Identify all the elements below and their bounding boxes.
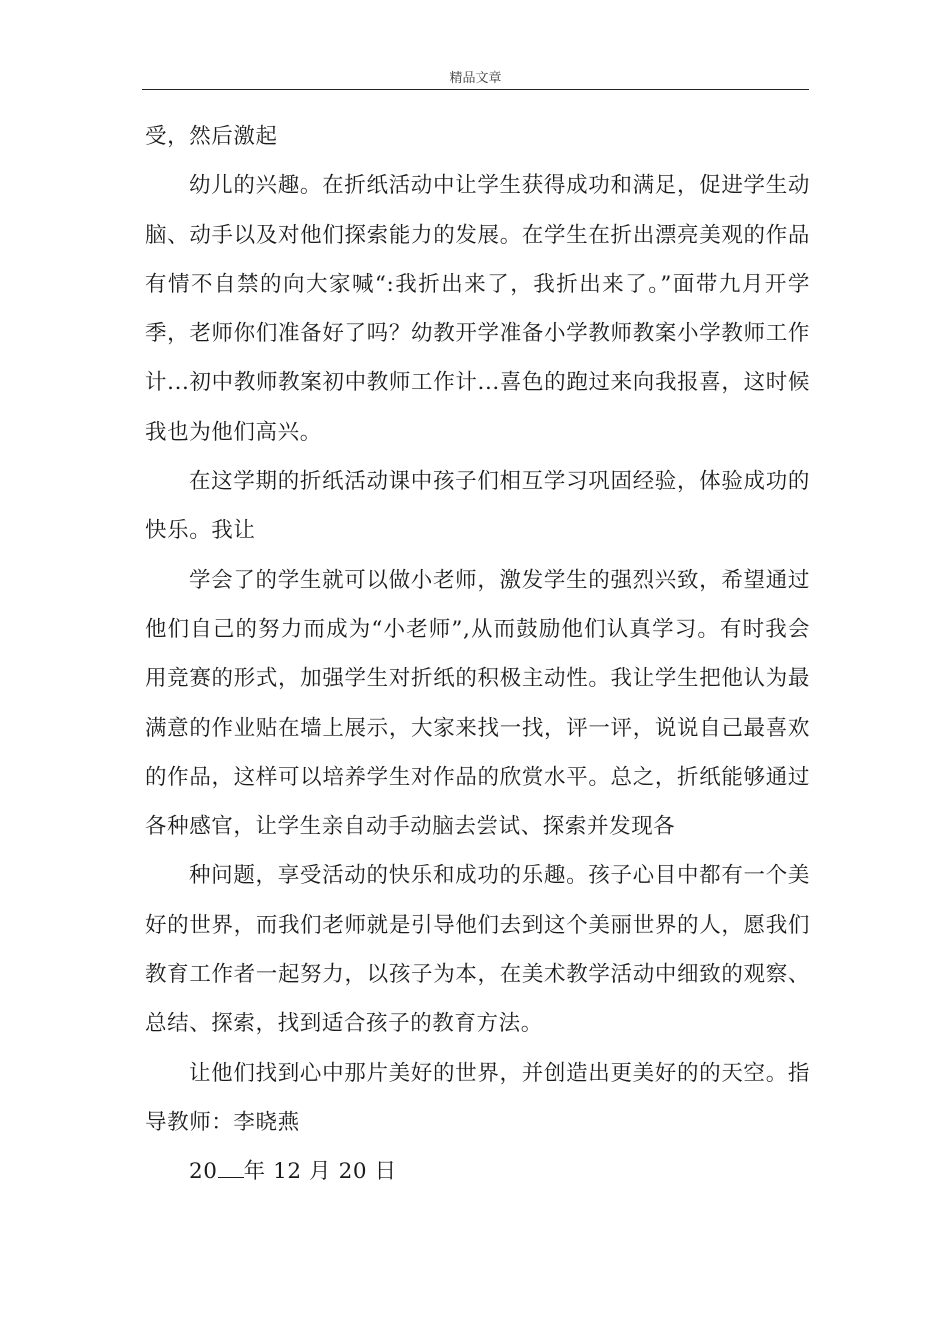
paragraph-1: 受，然后激起: [145, 124, 278, 149]
document-body: [145, 112, 810, 1197]
paragraph-3: 在这学期的折纸活动课中孩子们相互学习巩固经验，体验成功的快乐。我让: [145, 469, 810, 544]
page-header: [142, 70, 809, 90]
header-title: 精品文章: [449, 71, 502, 86]
paragraph-5: 种问题，享受活动的快乐和成功的乐趣。孩子心目中都有一个美好的世界，而我们老师就是引导他们去到这个美丽世界的人，愿我们教育工作者一起努力，以孩子为本，在美术教学活动中细致的观察、总结、探索，找到适合孩子的教育方法。: [145, 863, 810, 1037]
paragraph-4: 学会了的学生就可以做小老师，激发学生的强烈兴致，希望通过他们自己的努力而成为“小老师”,从而鼓励他们认真学习。有时我会用竞赛的形式，加强学生对折纸的积极主动性。我让学生把他认为最满意的作业贴在墙上展示，大家来找一找，评一评，说说自己最喜欢的作品，这样可以培养学生对作品的欣赏水平。总之，折纸能够通过各种感官，让学生亲自动手动脑去尝试、探索并发现各: [145, 567, 810, 840]
date-year-prefix: 20: [189, 1159, 218, 1185]
paragraph-6: 让他们找到心中那片美好的世界，并创造出更美好的的天空。指导教师：李晓燕: [145, 1060, 810, 1135]
date-rest: 年 12 月 20 日: [243, 1159, 397, 1185]
paragraph-2: 幼儿的兴趣。在折纸活动中让学生获得成功和满足，促进学生动脑、动手以及对他们探索能力的发展。在学生在折出漂亮美观的作品有情不自禁的向大家喊“:我折出来了，我折出来了。”面带九月开学季，老师你们准备好了吗？幼教开学准备小学教师教案小学教师工作计...初中教师教案初中教师工作计...喜色的跑过来向我报喜，这时候我也为他们高兴。: [145, 173, 810, 445]
date-line: [145, 1147, 810, 1196]
date-blank-underline: [218, 1159, 244, 1178]
